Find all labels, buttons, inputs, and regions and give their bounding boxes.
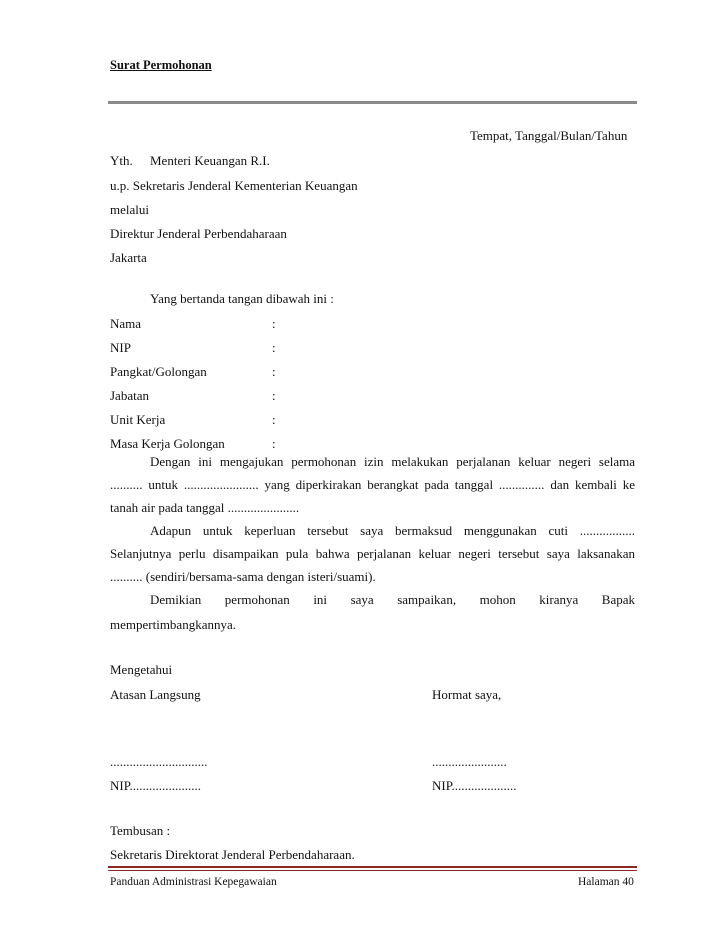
addressee-up: u.p. Sekretaris Jenderal Kementerian Keuangan [110,178,358,193]
footer-divider-thin [108,870,637,871]
footer-document-title: Panduan Administrasi Kepegawaian [110,876,277,888]
field-label-masa-kerja: Masa Kerja Golongan [110,436,225,451]
signature-left-name: .............................. [110,754,208,769]
field-colon-nip: : [272,340,276,355]
footer-page-number: Halaman 40 [578,876,634,888]
page-header-title: Surat Permohonan [110,58,212,72]
signature-left-nip: NIP...................... [110,778,202,793]
footer-divider-thick [108,866,637,868]
signature-right-nip: NIP.................... [432,778,517,793]
field-colon-nama: : [272,316,276,331]
intro-text: Yang bertanda tangan dibawah ini : [150,291,334,306]
addressee-via: melalui [110,202,149,217]
signature-supervisor-label: Atasan Langsung [110,687,201,702]
signature-acknowledge: Mengetahui [110,662,173,677]
body-p3-line1: Demikian permohonan ini saya sampaikan, mohon kiranya Bapak [150,592,635,607]
field-colon-jabatan: : [272,388,276,403]
signature-right-name: ....................... [432,754,507,769]
field-label-jabatan: Jabatan [110,388,149,403]
header-divider [108,101,637,104]
body-p2-line1: Adapun untuk keperluan tersebut saya bermaksud menggunakan cuti ................. [150,523,635,538]
addressee-city: Jakarta [110,250,147,265]
field-label-pangkat: Pangkat/Golongan [110,364,207,379]
field-colon-masa-kerja: : [272,436,276,451]
body-p2-line2: Selanjutnya perlu disampaikan pula bahwa perjalanan keluar negeri tersebut saya laksanakan [110,546,635,561]
field-label-nama: Nama [110,316,142,331]
addressee-yth: Yth. [110,153,133,168]
body-p2-line3: .......... (sendiri/bersama-sama dengan isteri/suami). [110,569,376,584]
addressee-director: Direktur Jenderal Perbendaharaan [110,226,287,241]
field-label-unit-kerja: Unit Kerja [110,412,166,427]
body-p1-line1: Dengan ini mengajukan permohonan izin melakukan perjalanan keluar negeri selama [150,454,635,469]
field-colon-unit-kerja: : [272,412,276,427]
field-colon-pangkat: : [272,364,276,379]
body-p1-line3: tanah air pada tanggal ...................... [110,500,300,515]
cc-label: Tembusan : [110,823,171,838]
date-place-line: Tempat, Tanggal/Bulan/Tahun [470,128,628,143]
signature-regards: Hormat saya, [432,687,502,702]
field-label-nip: NIP [110,340,131,355]
addressee-recipient: Menteri Keuangan R.I. [150,153,270,168]
body-p3-line2: mempertimbangkannya. [110,617,236,632]
body-p1-line2: .......... untuk ....................... yang diperkirakan berangkat pada tanggal .............. dan kembali ke [110,477,635,492]
cc-recipient: Sekretaris Direktorat Jenderal Perbendaharaan. [110,847,355,862]
